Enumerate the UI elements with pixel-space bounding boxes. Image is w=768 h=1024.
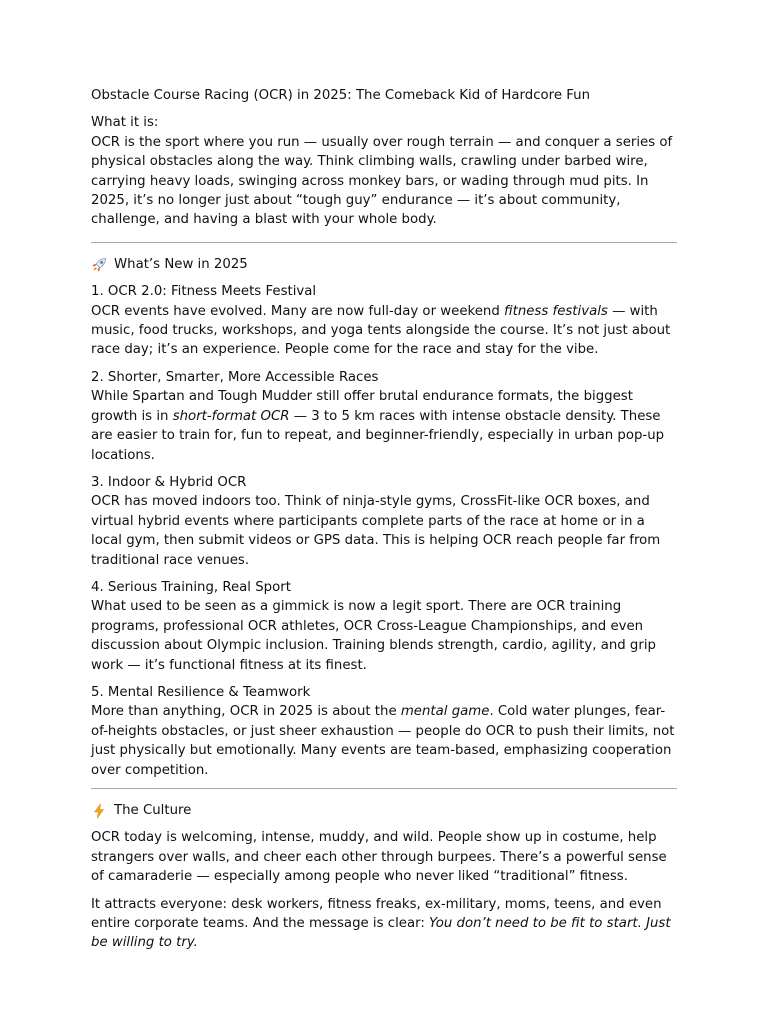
document (91, 86, 677, 961)
news-item-body: What used to be seen as a gimmick is now a legit sport. There are OCR training programs, professional OCR athletes, OCR Cross-League Championships, and even discussion about Olympic inclusion. Training blends strength, cardio, agility, and grip work — it’s functional fitness at its finest. (91, 599, 656, 673)
news-item (91, 282, 677, 360)
news-item-body: OCR events have evolved. Many are now full-day or weekend fitness festivals — with music, food trucks, workshops, and yoga tents alongside the course. It’s not just about race day; it’s an experience. People come for the race and stay for the vibe. (91, 303, 671, 358)
news-item (91, 368, 677, 465)
news-item-body: More than anything, OCR in 2025 is about the mental game. Cold water plunges, fear-of-heights obstacles, or just sheer exhaustion — people do OCR to push their limits, not just physically but emotionally. Many events are team-based, emphasizing cooperation over competition. (91, 704, 675, 778)
lightning-icon (91, 803, 107, 819)
section-divider (91, 788, 677, 789)
news-item-body: While Spartan and Tough Mudder still offer brutal endurance formats, the biggest growth is in short-format OCR — 3 to 5 km races with intense obstacle density. These are easier to train for, fun to repeat, and beginner-friendly, especially in urban pop-up locations. (91, 389, 665, 463)
emphasis-text: mental game (400, 704, 490, 720)
emphasis-text: short-format OCR (172, 408, 290, 424)
intro-body: OCR is the sport where you run — usually over rough terrain — and conquer a series of physical obstacles along the way. Think climbing walls, crawling under barbed wire, carrying heavy loads, swinging across monkey bars, or wading through mud pits. In 2025, it’s no longer just about “tough guy” endurance — it’s about community, challenge, and having a blast with your whole body. (91, 134, 673, 228)
news-item (91, 473, 677, 570)
news-item-body: OCR has moved indoors too. Think of ninja-style gyms, CrossFit-like OCR boxes, and virtual hybrid events where participants complete parts of the race at home or in a local gym, then submit videos or GPS data. This is helping OCR reach people far from traditional race venues. (91, 494, 661, 568)
news-item-title: 5. Mental Resilience & Teamwork (91, 684, 311, 700)
document-title: Obstacle Course Racing (OCR) in 2025: The Comeback Kid of Hardcore Fun (91, 88, 591, 103)
section-divider (91, 242, 677, 243)
culture-heading-label: The Culture (114, 803, 192, 818)
culture-paragraph: OCR today is welcoming, intense, muddy, and wild. People show up in costume, help strangers over walls, and cheer each other through burpees. There’s a powerful sense of camaraderie — especially among people who never liked “traditional” fitness. (91, 830, 667, 885)
intro-heading: What it is: (91, 115, 159, 131)
news-item (91, 578, 677, 675)
news-item-title: 4. Serious Training, Real Sport (91, 579, 291, 595)
rocket-icon (91, 257, 107, 273)
emphasis-text: You don’t need to be fit to start. Just be willing to try. (91, 916, 671, 951)
news-item-title: 1. OCR 2.0: Fitness Meets Festival (91, 284, 317, 300)
culture-paragraph: It attracts everyone: desk workers, fitness freaks, ex-military, moms, teens, and even entire corporate teams. And the message is clear: You don’t need to be fit to start. Just be willing to try. (91, 896, 671, 951)
news-item-title: 3. Indoor & Hybrid OCR (91, 474, 247, 490)
whats-new-heading (91, 255, 677, 274)
news-item-title: 2. Shorter, Smarter, More Accessible Races (91, 369, 379, 385)
culture-heading (91, 801, 677, 820)
news-item (91, 683, 677, 780)
emphasis-text: fitness festivals (504, 303, 608, 319)
whats-new-heading-label: What’s New in 2025 (114, 256, 248, 272)
